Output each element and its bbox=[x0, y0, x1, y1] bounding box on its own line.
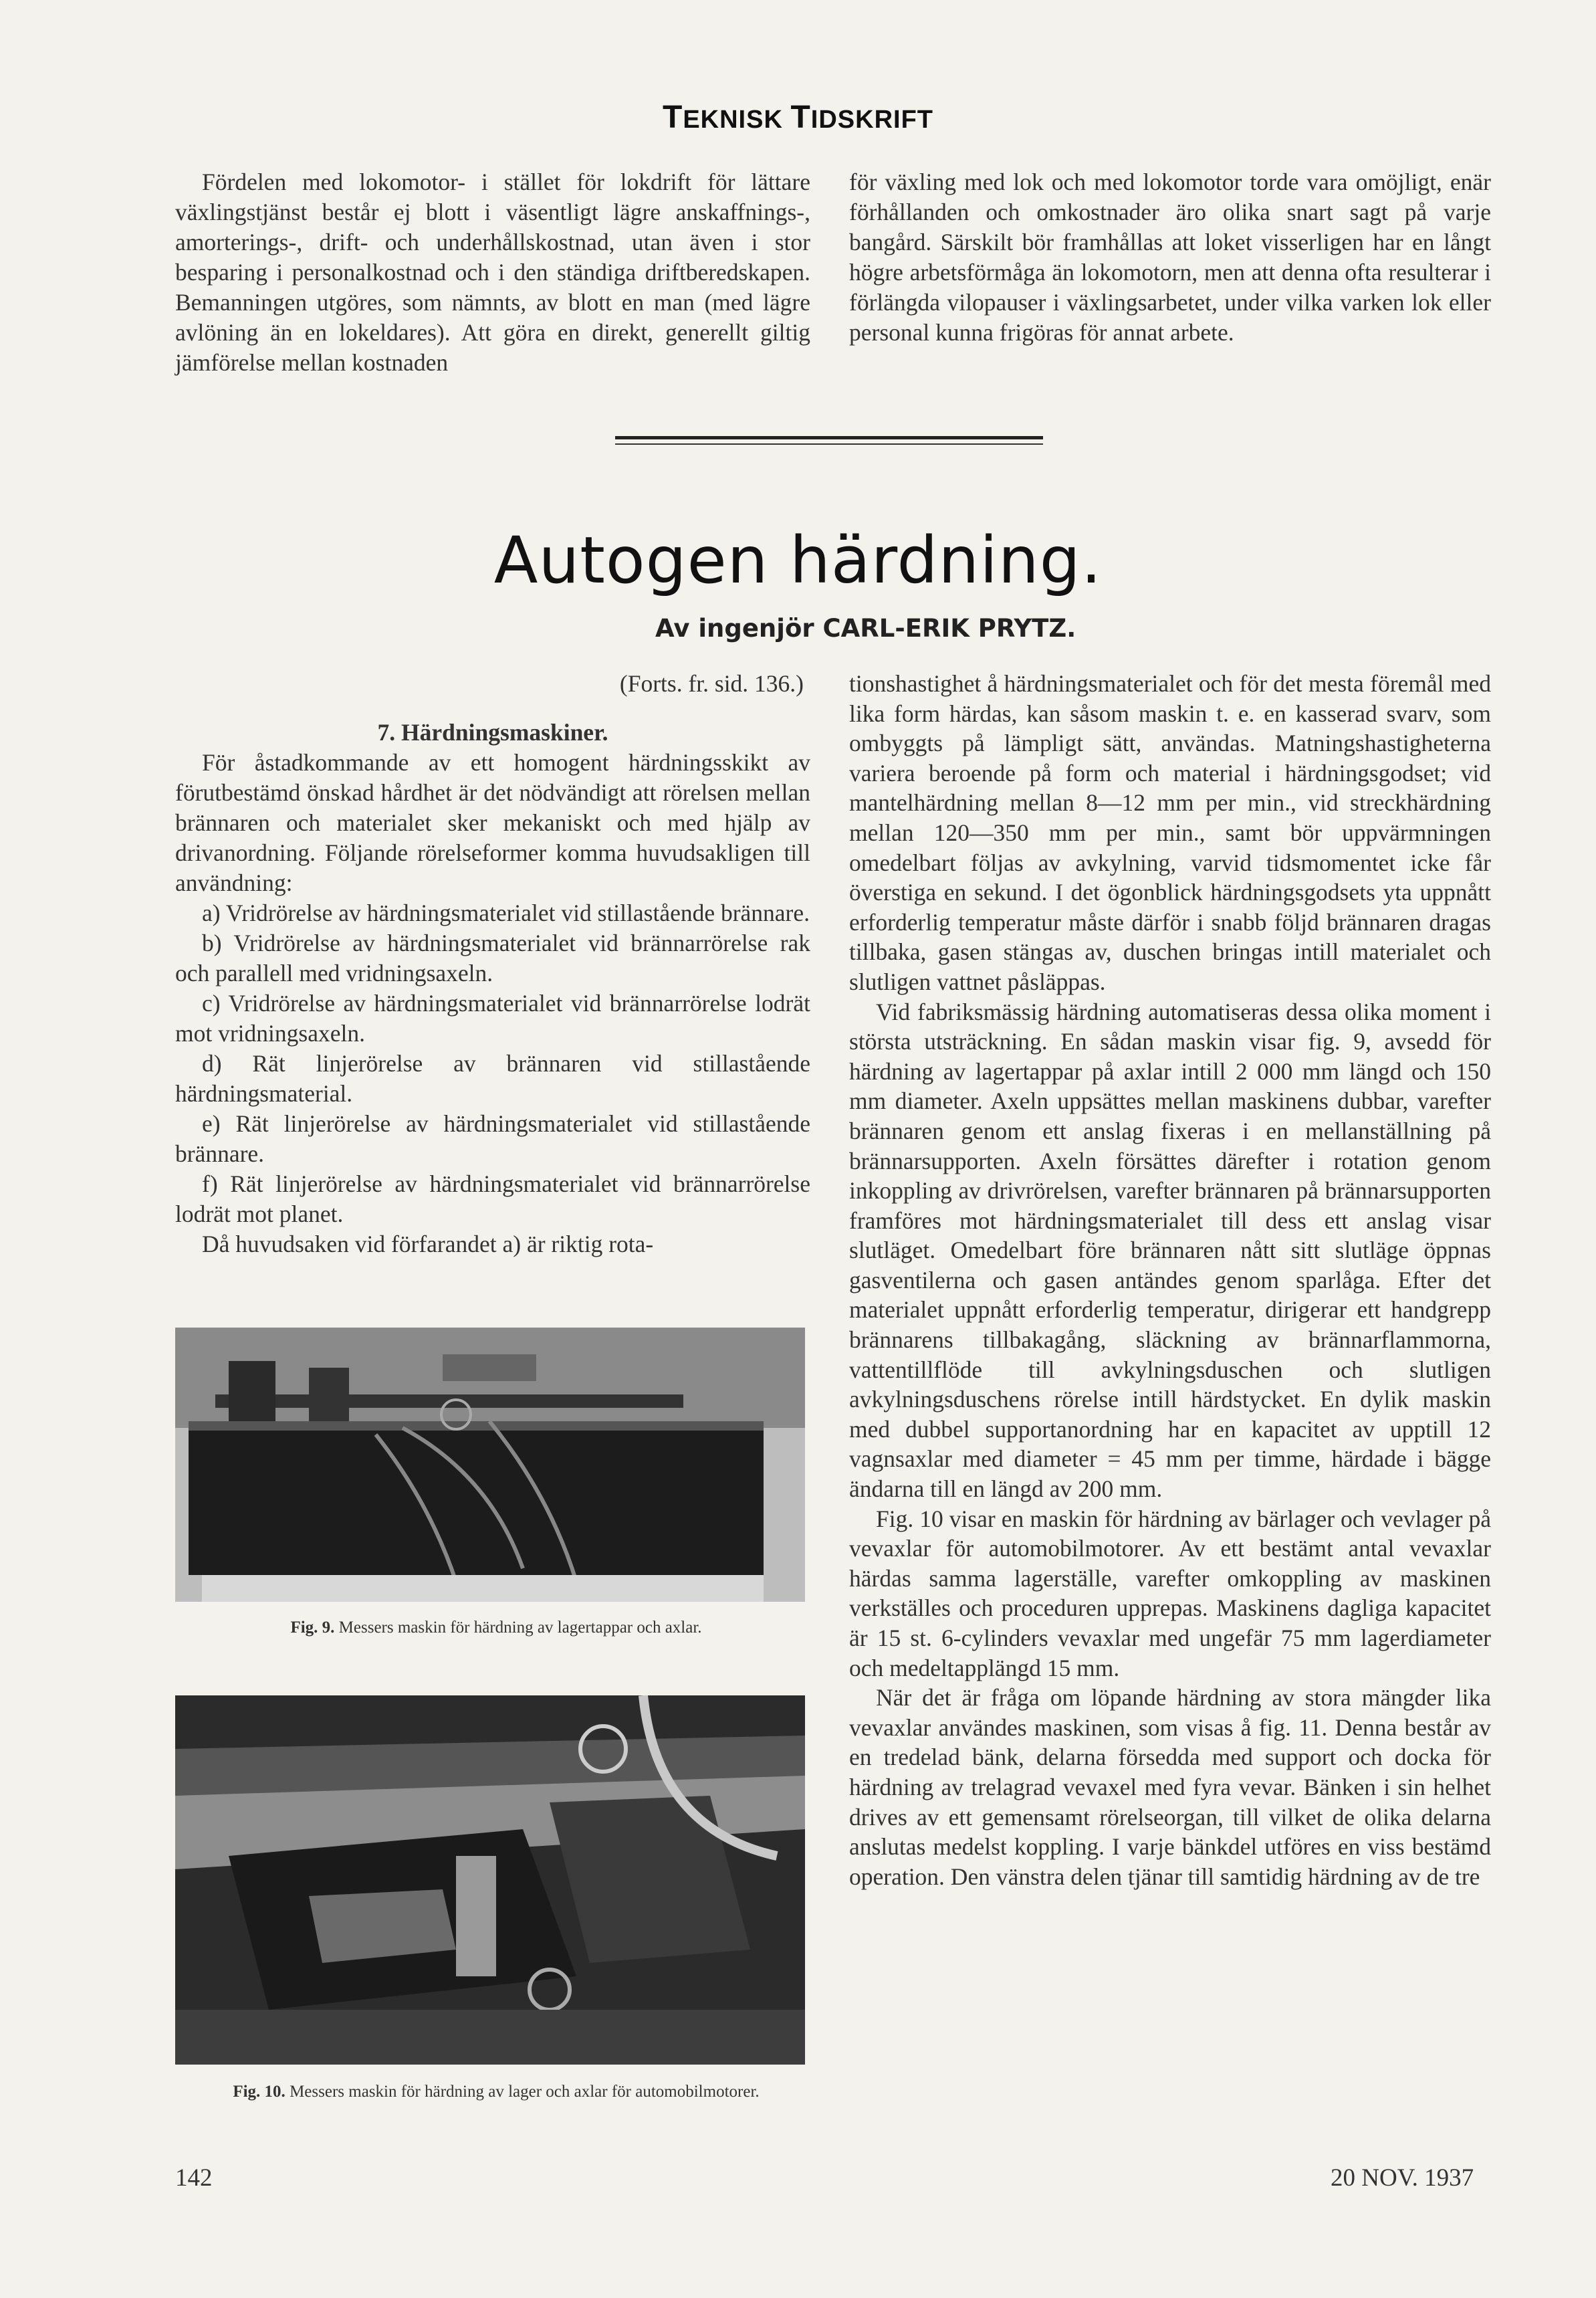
figure-9-photo bbox=[175, 1328, 805, 1602]
figure-9-image bbox=[175, 1328, 805, 1602]
article-byline: Av ingenjör CARL-ERIK PRYTZ. bbox=[655, 614, 1076, 643]
right-paragraph-2: Vid fabriksmässig härdning automatiseras dessa olika moment i största utsträckning. En sådan maskin visar fig. 9, avsedd för härdning av lagertappar på axlar intill 2 000 mm längd och 150 mm diameter. Axeln uppsättes mellan maskinens dubbar, varefter brännaren genom ett anslag fixeras i en mellanställning på brännarsupporten. Axeln försättes därefter i rotation genom inkoppling av drivrörelsen, varefter brännaren på brännarsupporten framföres mot härdningsmaterialet till dess ett anslag visar slutläget. Omedelbart före brännaren nått sitt slutläge öppnas gasventilerna och gasen antändes genom sparlåga. Efter det materialet uppnått erforderlig temperatur, dirigerar ett handgrepp brännarens tillbakagång, släckning av brännarflammorna, vattentillflöde till avkylningsduschen och slutligen avkylningsduschens rörelse intill härdstycket. En dylik maskin med dubbel supportanordning har en kapacitet av upptill 12 vagnsaxlar med diameter = 45 mm per timme, härdade i bägge ändarna till en längd av 200 mm. bbox=[849, 998, 1491, 1503]
figure-9-text: Messers maskin för härdning av lagertappar och axlar. bbox=[338, 1618, 702, 1637]
article-left-column bbox=[175, 669, 810, 1259]
list-item-e: e) Rät linjerörelse av härdningsmaterialet vid stillastående brännare. bbox=[175, 1110, 810, 1167]
figure-9-label: Fig. 9. bbox=[290, 1618, 335, 1637]
issue-date: 20 NOV. 1937 bbox=[1331, 2164, 1474, 2192]
figure-9-caption bbox=[175, 1617, 817, 1638]
section-heading: 7. Härdningsmaskiner. bbox=[377, 719, 608, 746]
continuation-note: (Forts. fr. sid. 136.) bbox=[619, 670, 804, 697]
list-item-a: a) Vridrörelse av härdningsmaterialet vid stillastående brännare. bbox=[202, 900, 810, 926]
masthead: TEKNISK TIDSKRIFT bbox=[662, 100, 933, 135]
figure-10-photo bbox=[175, 1695, 805, 2065]
figure-10-text: Messers maskin för härdning av lager och axlar för automobilmotorer. bbox=[290, 2083, 760, 2101]
section-divider-thick bbox=[615, 436, 1043, 439]
list-item-b: b) Vridrörelse av härdningsmaterialet vid brännarrörelse rak och parallell med vridningsaxeln. bbox=[175, 930, 810, 986]
left-paragraph-end: Då huvudsaken vid förfarandet a) är riktig rota- bbox=[202, 1231, 654, 1257]
right-paragraph-3: Fig. 10 visar en maskin för härdning av bärlager och vevlager på vevaxlar för automobilmotorer. Av ett bestämt antal vevaxlar härdas samma lagerställe, varefter omkoppling av maskinen verkställes och proceduren upprepas. Maskinens dagliga kapacitet är 15 st. 6-cylinders vevaxlar med ungefär 75 mm lagerdiameter och medeltapplängd 15 mm. bbox=[849, 1505, 1491, 1681]
page-number: 142 bbox=[175, 2164, 213, 2192]
list-item-c: c) Vridrörelse av härdningsmaterialet vid brännarrörelse lodrät mot vridningsaxeln. bbox=[175, 990, 810, 1047]
figure-10-caption bbox=[175, 2081, 817, 2102]
list-item-d: d) Rät linjerörelse av brännaren vid stillastående härdningsmaterial. bbox=[175, 1050, 810, 1107]
list-item-f: f) Rät linjerörelse av härdningsmaterialet vid brännarrörelse lodrät mot planet. bbox=[175, 1170, 810, 1227]
right-paragraph-4: När det är fråga om löpande härdning av stora mängder lika vevaxlar användes maskinen, som visas å fig. 11. Denna består av en tredelad bänk, delarna försedda med support och docka för härdning av trelagrad vevaxel med fyra vevar. Bänken i sin helhet drives av ett gemensamt rörelseorgan, till vilket de olika delarna anslutas medelst koppling. I varje bänkdel utföres en viss bestämd operation. Den vänstra delen tjänar till samtidig härdning av de tre bbox=[849, 1684, 1491, 1890]
top-article-left-column bbox=[175, 167, 810, 378]
top-article-right-text: för växling med lok och med lokomotor torde vara omöjligt, enär förhållanden och omkostnader äro olika snart sagt på varje bangård. Särskilt bör framhållas att loket visserligen har en långt högre arbetsförmåga än lokomotorn, men att denna ofta resulterar i förlängda vilopauser i växlingsarbetet, under vilka varken lok eller personal kunna frigöras för annat arbete. bbox=[849, 169, 1491, 346]
left-paragraph: För åstadkommande av ett homogent härdningsskikt av förutbestämd önskad hårdhet är det nödvändigt att rörelsen mellan brännaren och materialet sker mekaniskt och med hjälp av drivanordning. Följande rörelseformer komma huvudsakligen till användning: bbox=[175, 749, 810, 896]
figure-10-image bbox=[175, 1695, 805, 2065]
section-divider-thin bbox=[615, 443, 1043, 445]
top-article-right-column bbox=[849, 167, 1491, 348]
top-article-left-text: Fördelen med lokomotor- i stället för lokdrift för lättare växlingstjänst består ej blott i väsentligt lägre anskaffnings-, amorterings-, drift- och underhållskostnad, utan även i stor besparing i personalkostnad och i den ständiga driftberedskapen. Bemanningen utgöres, som nämnts, av blott en man (med lägre avlöning än en lokeldares). Att göra en direkt, generellt giltig jämförelse mellan kostnaden bbox=[175, 169, 810, 376]
article-right-column bbox=[849, 669, 1491, 1891]
right-paragraph-1: tionshastighet å härdningsmaterialet och för det mesta föremål med lika form härdas, kan såsom maskin t. e. en kasserad svarv, som ombyggts på lämpligt sätt, användas. Matningshastigheterna variera beroende på form och material i härdningsgodset; vid mantelhärdning mellan 8—12 mm per min., vid streckhärdning mellan 120—350 mm per min., samt bör uppvärmningen omedelbart följas av avkylning, varvid tidsmomentet icke får överstiga en sekund. I det ögonblick härdningsgodsets yta uppnått erforderlig temperatur måste därför i snabb följd brännaren dragas tillbaka, gasen stängas av, duschen bringas intill materialet och slutligen vattnet påsläppas. bbox=[849, 670, 1491, 995]
article-title: Autogen härdning. bbox=[493, 523, 1103, 598]
figure-10-label: Fig. 10. bbox=[233, 2083, 286, 2101]
